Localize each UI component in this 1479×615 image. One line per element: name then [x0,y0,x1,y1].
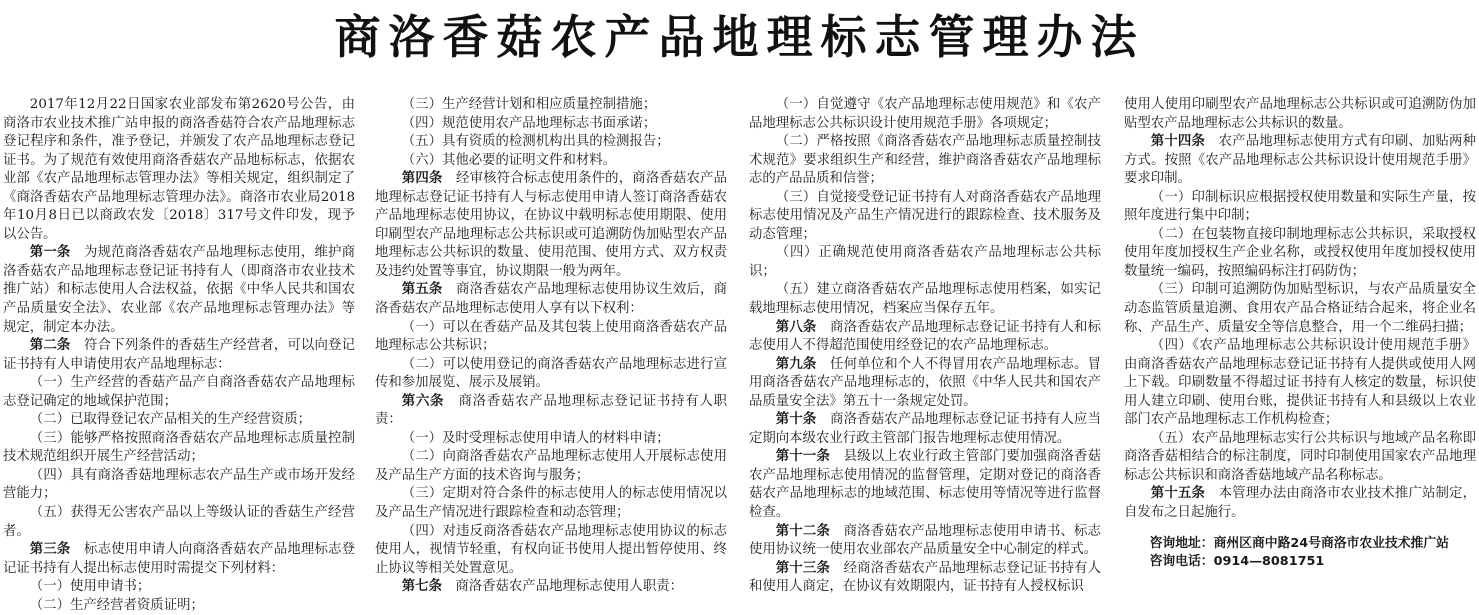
paragraph-text: 标志使用申请人向商洛香菇农产品地理标志登记证书持有人提出标志使用时需提交下列材料： [3,542,355,576]
paragraph-text: （二）严格按照《商洛香菇农产品地理标志质量控制技术规范》要求组织生产和经营，维护商洛香菇农产品地理标志的产品品质和信誉； [749,134,1101,187]
body-paragraph [375,133,727,152]
body-paragraph [1124,226,1476,282]
paragraph-text: （三）能够严格按照商洛香菇农产品地理标志质量控制技术规范组织开展生产经营活动； [3,430,355,465]
article-paragraph [375,578,727,597]
body-paragraph [3,430,355,467]
body-paragraph [749,244,1101,281]
text-column-3 [749,96,1101,597]
article-paragraph [1124,485,1476,522]
paragraph-text: （一）生产经营的香菇产品产自商洛香菇农产品地理标志登记确定的地域保护范围； [3,375,355,409]
paragraph-text: 为规范商洛香菇农产品地理标志使用，维护商洛香菇农产品地理标志登记证书持有人（即商洛市农业技术推广站）和标志使用人合法权益，依据《中华人民共和国农产品质量安全法》、农业部《农产品地理标志管理办法》等规定，制定本办法。 [3,245,355,335]
paragraph-text: （四）《农产品地理标志公共标识设计使用规范手册》由商洛香菇农产品地理标志登记证书持有人提供或使用人网上下载。印刷数量不得超过证书持有人核定的数量，标识使用人建立印刷、使用台账，提供证书持有人和县级以上农业部门农产品地理标志工作机构检查； [1124,338,1476,428]
page-title: 商洛香菇农产品地理标志管理办法 [334,10,1145,64]
contact-phone: 咨询电话：0914—8081751 [1149,553,1325,569]
article-paragraph [3,337,355,374]
body-paragraph [3,597,355,615]
body-paragraph [375,485,727,522]
article-paragraph [749,411,1101,448]
article-number: 第十四条 [1150,134,1206,150]
text-column-1 [3,96,355,615]
body-paragraph [375,96,727,115]
paragraph-text: 使用人使用印刷型农产品地理标志公共标识或可追溯防伪加贴型农产品地理标志公共标识的数量。 [1124,97,1476,131]
text-column-2 [375,96,727,597]
article-paragraph [1124,133,1476,189]
paragraph-text: （六）其他必要的证明文件和材料。 [401,152,617,168]
body-paragraph [749,189,1101,245]
text-column-4 [1124,96,1476,571]
paragraph-text: （二）生产经营者资质证明； [29,597,204,613]
paragraph-text: （一）印制标识应根据授权使用数量和实际生产量，按照年度进行集中印制； [1124,189,1476,224]
paragraph-text: （二）向商洛香菇农产品地理标志使用人开展标志使用及产品生产方面的技术咨询与服务； [375,449,727,483]
article-number: 第十三条 [775,560,831,576]
body-paragraph [3,467,355,504]
body-paragraph [375,430,727,449]
paragraph-text: （二）已取得登记农产品相关的生产经营资质； [29,412,311,428]
paragraph-text: （三）生产经营计划和相应质量控制措施； [401,97,657,112]
paragraph-text: （五）获得无公害农产品以上等级认证的香菇生产经营者。 [3,505,355,539]
paragraph-text: 商洛香菇农产品地理标志登记证书持有人和标志使用人不得超范围使用经登记的农产品地理标志。 [749,319,1101,354]
body-paragraph [749,281,1101,318]
article-number: 第九条 [775,356,817,372]
article-number: 第三条 [29,542,71,558]
article-paragraph [3,244,355,337]
body-paragraph [1124,189,1476,226]
article-paragraph [749,560,1101,597]
body-paragraph [375,356,727,393]
body-paragraph [3,96,355,244]
article-number: 第十一条 [775,449,831,465]
paragraph-text: 商洛香菇农产品地理标志登记证书持有人职责： [375,393,728,428]
paragraph-text: 任何单位和个人不得冒用农产品地理标志。冒用商洛香菇农产品地理标志的，依照《中华人民共和国农产品质量安全法》第五十一条规定处罚。 [749,356,1101,409]
article-number: 第六条 [401,393,445,409]
body-paragraph [3,374,355,411]
article-number: 第十条 [775,412,817,428]
paragraph-text: （一）可以在香菇产品及其包装上使用商洛香菇农产品地理标志公共标识； [375,319,727,354]
paragraph-text: （一）使用申请书； [29,579,151,595]
body-paragraph [3,504,355,541]
body-paragraph [749,96,1101,133]
paragraph-text: 经商洛香菇农产品地理标志登记证书持有人和使用人商定，在协议有效期限内，证书持有人授权标识 [749,560,1102,595]
body-paragraph [1124,281,1476,337]
article-number: 第五条 [401,282,443,298]
body-paragraph [1124,96,1476,133]
body-paragraph [1124,337,1476,430]
paragraph-text: 商洛香菇农产品地理标志使用协议生效后，商洛香菇农产品地理标志使用人享有以下权利： [375,282,727,317]
article-number: 第十五条 [1150,486,1206,502]
body-paragraph [375,115,727,134]
paragraph-text: （四）规范使用农产品地理标志书面承诺； [401,115,657,131]
paragraph-text: （五）具有资质的检测机构出具的检测报告； [401,134,670,150]
article-number: 第八条 [775,319,817,335]
paragraph-text: 2017年12月22日国家农业部发布第2620号公告，由商洛市农业技术推广站申报的商洛香菇符合农产品地理标志登记程序和条件，准予登记，并颁发了农产品地理标志登记证书。为了规范有效使用商洛香菇农产品地标标志，依据农业部《农产品地理标志管理办法》等相关规定，组织制定了《商洛香菇农产品地理标志管理办法》。商洛市农业局2018年10月8日已以商政农发〔2018〕317号文件印发，现予以公告。 [3,97,355,242]
paragraph-text: （三）自觉接受登记证书持有人对商洛香菇农产品地理标志使用情况及产品生产情况进行的跟踪检查、技术服务及动态管理； [749,189,1101,242]
article-number: 第四条 [401,171,443,187]
paragraph-text: （二）在包装物直接印制地理标志公共标识，采取授权使用年度加授权生产企业名称，或授权使用年度加授权使用数量统一编码，按照编码标注打码防伪； [1124,226,1476,279]
article-paragraph [749,319,1101,356]
paragraph-text: （二）可以使用登记的商洛香菇农产品地理标志进行宣传和参加展览、展示及展销。 [375,356,727,391]
body-paragraph [375,448,727,485]
paragraph-text: 县级以上农业行政主管部门要加强商洛香菇农产品地理标志使用情况的监督管理，定期对登记的商洛香菇农产品地理标志的地域范围、标志使用等情况等进行监督检查。 [749,449,1102,521]
paragraph-text: （四）具有商洛香菇地理标志农产品生产或市场开发经营能力； [3,467,355,502]
paragraph-text: （三）定期对符合条件的标志使用人的标志使用情况以及产品生产情况进行跟踪检查和动态管理； [375,486,727,521]
contact-info [1124,535,1476,571]
paragraph-text: （一）及时受理标志使用申请人的材料申请； [401,430,670,446]
paragraph-text: （五）农产品地理标志实行公共标识与地域产品名称即商洛香菇相结合的标注制度，同时印制使用国家农产品地理标志公共标识和商洛香菇地域产品名称标志。 [1124,430,1476,483]
article-number: 第七条 [401,579,442,595]
body-paragraph [375,319,727,356]
body-paragraph [3,411,355,430]
paragraph-text: （五）建立商洛香菇农产品地理标志使用档案，如实记载地理标志使用情况，档案应当保存五年。 [749,282,1101,317]
article-paragraph [375,170,727,281]
body-paragraph [1124,430,1476,486]
paragraph-text: 商洛香菇农产品地理标志使用人职责： [455,579,683,595]
paragraph-text: 农产品地理标志使用方式有印刷、加贴两种方式。按照《农产品地理标志公共标识设计使用规范手册》要求印制。 [1124,134,1477,187]
paragraph-text: （三）印制可追溯防伪加贴型标识，与农产品质量安全动态监管质量追溯、食用农产品合格证结合起来，将企业名称、产品生产、质量安全等信息整合，用一个二维码扫描； [1124,282,1476,335]
paragraph-text: 本管理办法由商洛市农业技术推广站制定，自发布之日起施行。 [1124,486,1477,521]
paragraph-text: 商洛香菇农产品地理标志登记证书持有人应当定期向本级农业行政主管部门报告地理标志使用情况。 [749,412,1101,446]
paragraph-text: 商洛香菇农产品地理标志使用申请书、标志使用协议统一使用农业部农产品质量安全中心制定的样式。 [749,523,1102,558]
contact-address: 咨询地址：商州区商中路24号商洛市农业技术推广站 [1149,535,1449,551]
article-number: 第二条 [29,338,71,354]
body-paragraph [375,152,727,171]
column-4-body [1124,96,1476,523]
article-paragraph [749,448,1101,522]
article-number: 第十二条 [775,523,831,539]
article-paragraph [3,541,355,578]
article-paragraph [375,393,727,430]
body-paragraph [749,133,1101,189]
paragraph-text: （四）对违反商洛香菇农产品地理标志使用协议的标志使用人，视情节轻重，有权向证书使用人提出暂停使用、终止协议等相关处置意见。 [375,523,727,576]
body-paragraph [375,523,727,579]
article-number: 第一条 [29,245,71,261]
paragraph-text: 经审核符合标志使用条件的，商洛香菇农产品地理标志登记证书持有人与标志使用申请人签订商洛香菇农产品地理标志使用协议，在协议中载明标志使用期限、使用印刷型农产品地理标志公共标识或可追溯防伪加贴型农产品地理标志公共标识的数量、使用范围、使用方式、双方权责及违约处置等事宜，协议期限一般为两年。 [375,171,727,279]
article-paragraph [749,523,1101,560]
body-paragraph [3,578,355,597]
article-paragraph [375,281,727,318]
paragraph-text: （四）正确规范使用商洛香菇农产品地理标志公共标识； [749,245,1101,279]
article-paragraph [749,356,1101,412]
paragraph-text: 符合下列条件的香菇生产经营者，可以向登记证书持有人申请使用农产品地理标志： [3,338,355,372]
paragraph-text: （一）自觉遵守《农产品地理标志使用规范》和《农产品地理标志公共标识设计使用规范手册》各项规定； [749,97,1101,131]
